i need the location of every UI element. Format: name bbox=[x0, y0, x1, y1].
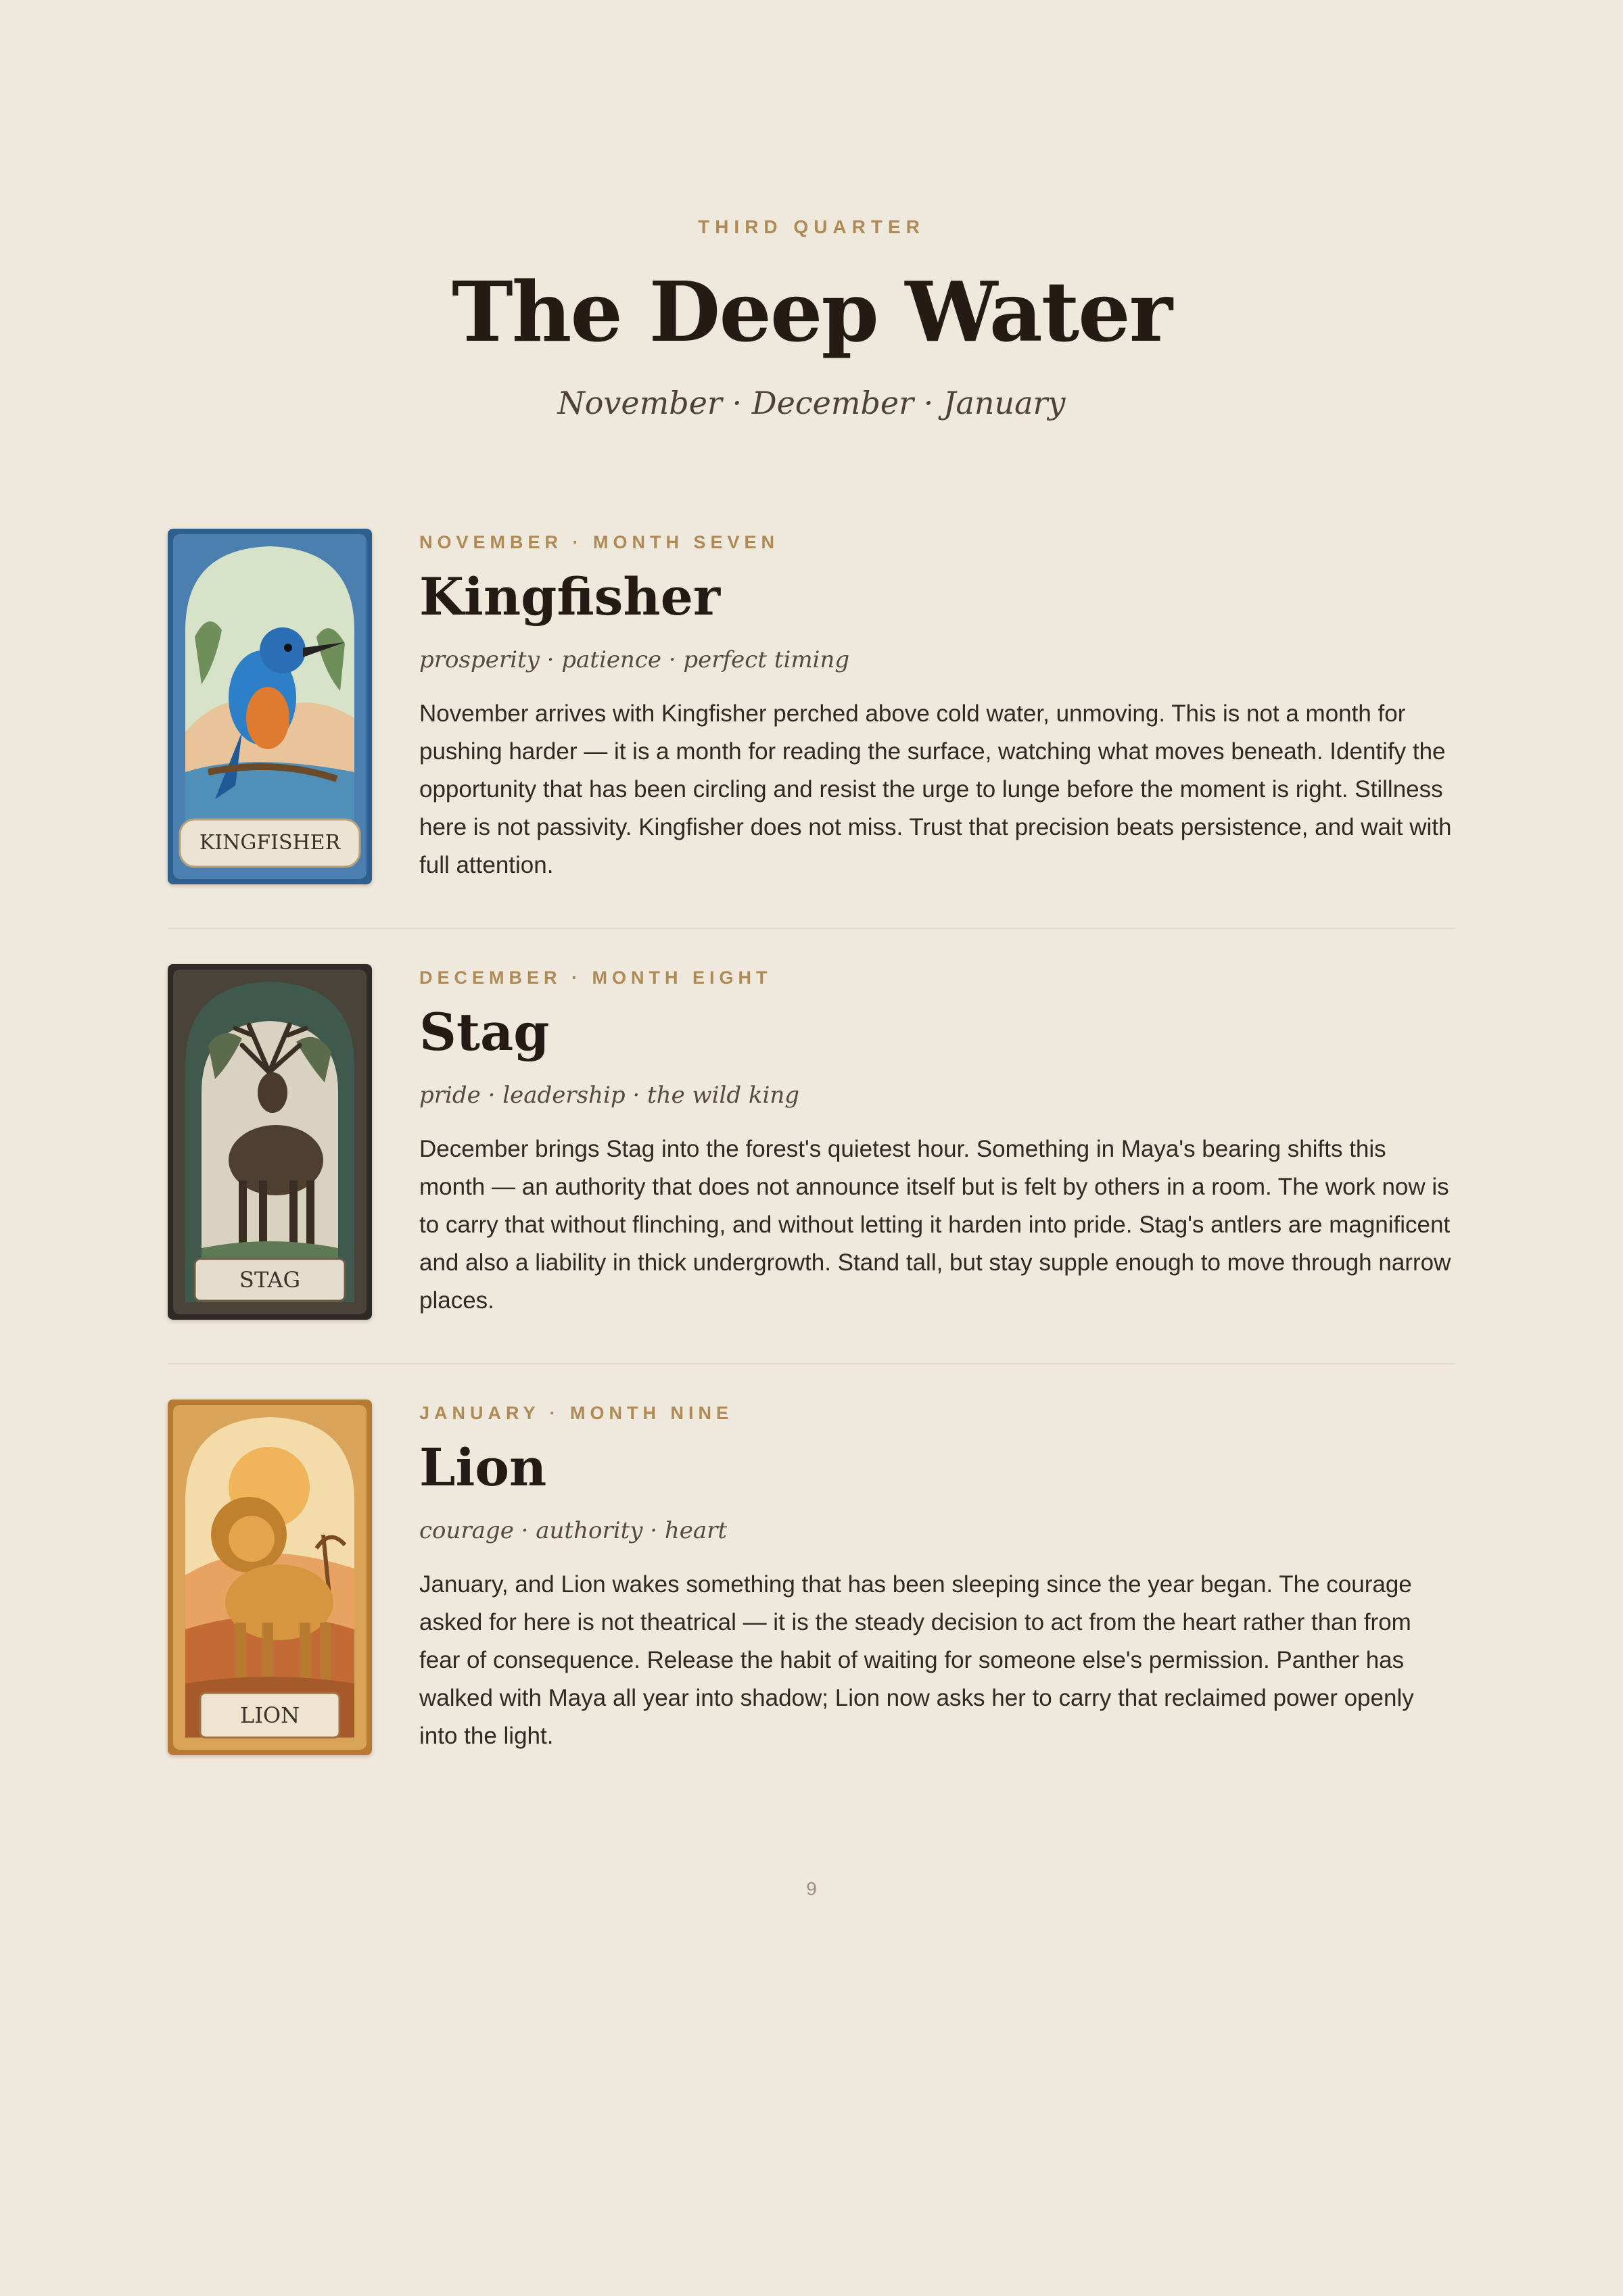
stag-card-label: STAG bbox=[239, 1267, 301, 1293]
page-subtitle: November · December · January bbox=[557, 385, 1066, 421]
month-entry-kingfisher bbox=[168, 529, 1455, 880]
card-description: January, and Lion wakes something that has been sleeping since the year began. The courage asked for here is not theatrical — it is the steady decision to act from the heart rather than from fear of consequence. Release the habit of waiting for someone else's permission. Panther has walked with Maya all year into shadow; Lion now asks her to carry that reclaimed power openly into the light. bbox=[419, 1571, 1414, 1749]
page-number: 9 bbox=[806, 1878, 817, 1899]
month-line: JANUARY · MONTH NINE bbox=[419, 1403, 734, 1423]
quarter-eyebrow: THIRD QUARTER bbox=[698, 216, 925, 237]
month-line: NOVEMBER · MONTH SEVEN bbox=[419, 532, 780, 552]
card-name: Lion bbox=[419, 1437, 547, 1498]
card-keywords: courage · authority · heart bbox=[419, 1517, 728, 1544]
lion-card-illustration bbox=[168, 1400, 372, 1755]
card-keywords: pride · leadership · the wild king bbox=[419, 1082, 800, 1109]
chapter-header bbox=[0, 214, 1623, 422]
entry-divider bbox=[168, 1363, 1455, 1364]
page-title: The Deep Water bbox=[451, 263, 1172, 360]
kingfisher-card-label: KINGFISHER bbox=[199, 831, 341, 855]
month-entry-stag bbox=[168, 964, 1455, 1316]
card-name: Stag bbox=[419, 1002, 550, 1062]
card-description: November arrives with Kingfisher perched above cold water, unmoving. This is not a month for pushing harder — it is a month for reading the surface, watching what moves beneath. Identify the opportunity that has been circling and resist the urge to lunge before the moment is right. Stillness here is not passivity. Kingfisher does not miss. Trust that precision beats persistence, and wait with full attention. bbox=[419, 700, 1452, 878]
kingfisher-content bbox=[419, 529, 1454, 884]
month-line: DECEMBER · MONTH EIGHT bbox=[419, 967, 772, 988]
stag-content bbox=[419, 964, 1454, 1320]
card-name: Kingfisher bbox=[419, 567, 721, 627]
lion-card-label: LION bbox=[239, 1702, 300, 1728]
card-description: December brings Stag into the forest's quietest hour. Something in Maya's bearing shifts this month — an authority that does not announce itself but is felt by others in a room. The work now is to carry that without flinching, and without letting it harden into pride. Stag's antlers are magnificent and also a liability in thick undergrowth. Stand tall, but stay supple enough to move through narrow places. bbox=[419, 1136, 1451, 1314]
month-entry-lion bbox=[168, 1400, 1455, 1751]
lion-content bbox=[419, 1400, 1454, 1755]
stag-card-illustration bbox=[168, 964, 372, 1320]
card-keywords: prosperity · patience · perfect timing bbox=[419, 646, 850, 673]
entry-divider bbox=[168, 928, 1455, 929]
kingfisher-card-illustration bbox=[168, 529, 372, 884]
